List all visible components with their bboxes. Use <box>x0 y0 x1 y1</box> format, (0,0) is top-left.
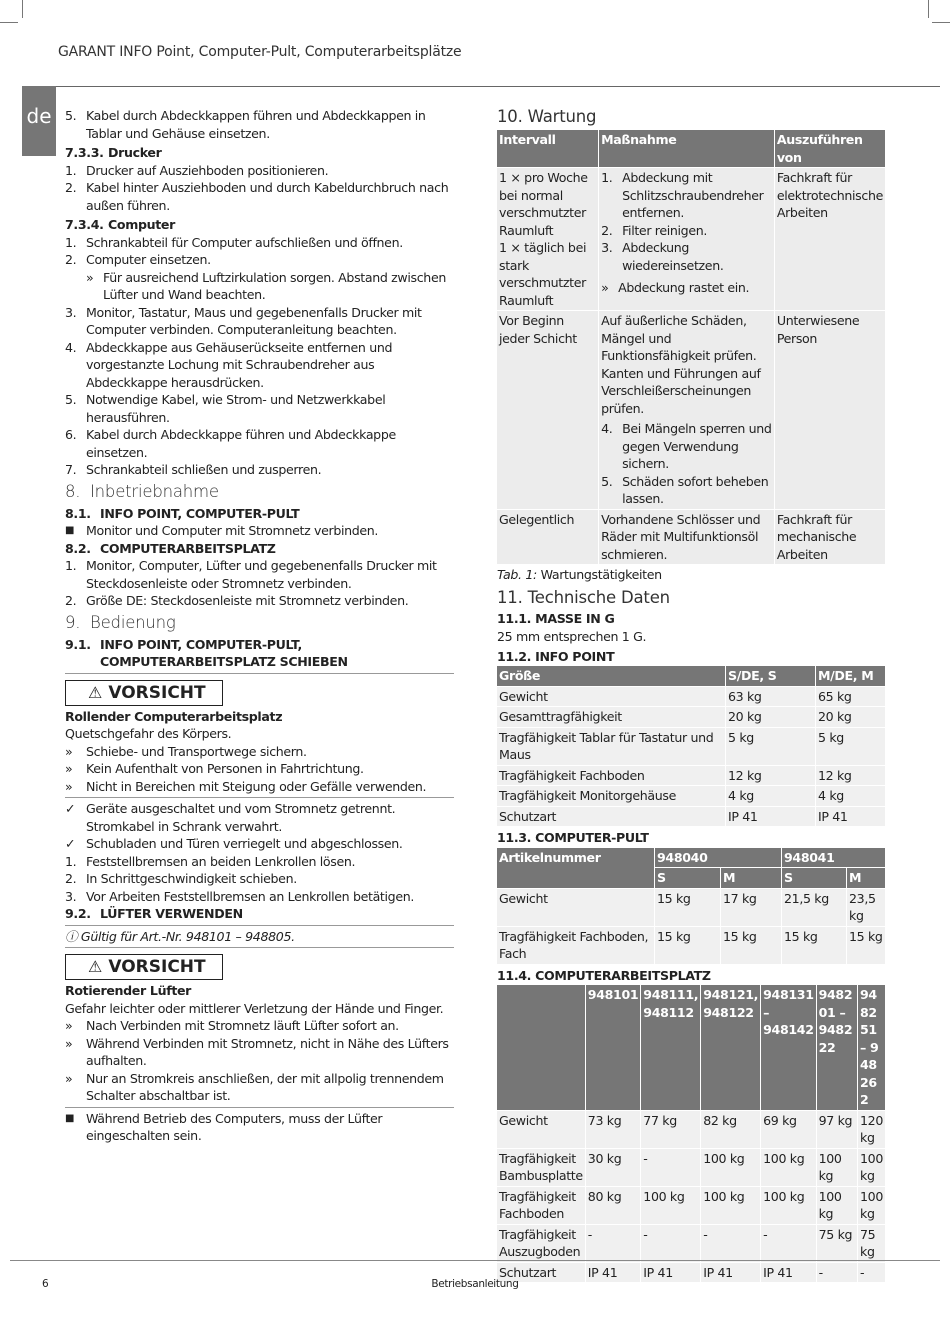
info-point-table <box>496 665 886 827</box>
table-header: 948251 – 948262 <box>858 985 885 1110</box>
table-header: 948040 <box>655 848 781 868</box>
check-icon: ✓ <box>65 836 76 851</box>
language-tab: de <box>22 86 56 156</box>
right-column <box>497 107 885 1283</box>
table-row: Gesamttragfähigkeit 20 kg 20 kg <box>497 707 885 727</box>
section-heading-8: 8. Inbetriebnahme <box>65 481 219 501</box>
table-header: M/DE, M <box>816 666 885 686</box>
crop-mark <box>928 0 929 18</box>
section-heading-9: 9. Bedienung <box>65 612 176 632</box>
divider <box>65 1107 454 1108</box>
section-heading-11-2: 11.2. INFO POINT <box>497 648 615 664</box>
list-item: » Nach Verbinden mit Stromnetz läuft Lüfter sofort an. <box>65 1018 399 1033</box>
caution-label: ⚠ VORSICHT <box>65 680 223 706</box>
list-item: ✓ Geräte ausgeschaltet und vom Stromnetz getrennt. Stromkabel in Schrank verwahrt. <box>65 801 396 834</box>
table-header: Maßnahme <box>599 130 774 167</box>
table-header: 948111, 948112 <box>641 985 700 1110</box>
section-heading-8-2: 8.2. COMPUTERARBEITSPLATZ <box>65 540 276 556</box>
section-heading-11-1: 11.1. MASSE IN G <box>497 610 615 626</box>
list-item: 2. Kabel hinter Ausziehboden und durch Kabeldurchbruch nach außen führen. <box>65 180 449 213</box>
table-row: Gelegentlich Vorhandene Schlösser und Räder mit Multifunktionsöl schmieren. Fachkraft für mechanische Arbeiten <box>497 510 885 565</box>
table-header: M <box>847 868 885 888</box>
table-row: Gewicht 73 kg 77 kg 82 kg 69 kg 97 kg 120 kg <box>497 1111 885 1148</box>
divider <box>65 797 454 798</box>
crop-mark <box>22 0 23 18</box>
info-icon: ⓘ <box>65 928 78 944</box>
list-item: 1. Drucker auf Ausziehboden positionieren. <box>65 162 329 178</box>
warning-title: Rotierender Lüfter <box>65 983 192 998</box>
table-row: Tragfähigkeit Monitorgehäuse 4 kg 4 kg <box>497 786 885 806</box>
table-row: Gewicht 15 kg 17 kg 21,5 kg 23,5 kg <box>497 889 885 926</box>
table-row: Gewicht 63 kg 65 kg <box>497 687 885 707</box>
table-header: 948041 <box>782 848 885 868</box>
list-item: 3. Monitor, Tastatur, Maus und gegebenenfalls Drucker mit Computer verbinden. Computeranleitung beachten. <box>65 304 422 337</box>
table-header: 948131 – 948142 <box>761 985 815 1110</box>
table-row: Tragfähigkeit Fachboden, Fach 15 kg 15 kg 15 kg 15 kg <box>497 927 885 964</box>
computer-pult-table <box>496 847 886 965</box>
section-heading-11-4: 11.4. COMPUTERARBEITSPLATZ <box>497 967 711 983</box>
page-number: 6 <box>42 1278 49 1290</box>
caution-label: ⚠ VORSICHT <box>65 954 223 980</box>
list-item: 3. Vor Arbeiten Feststellbremsen an Lenkrollen betätigen. <box>65 888 414 904</box>
table-row: Vor Beginn jeder Schicht Auf äußerliche Schäden, Mängel und Funktionsfähigkeit prüfen. Kanten und Führungen auf Verschleißerscheinungen prüfen. 4. Bei Mängeln sperren und gegen Verwendung sichern. 5. Schäden sofort beheben lassen. Unterwiesene Person <box>497 311 885 509</box>
table-header: Größe <box>497 666 725 686</box>
list-item: 2. Computer einsetzen. <box>65 252 211 267</box>
table-header: Artikelnummer <box>497 848 654 888</box>
list-item: 5. Notwendige Kabel, wie Strom- und Netzwerkkabel herausführen. <box>65 392 386 425</box>
list-item: ■ Während Betrieb des Computers, muss der Lüfter eingeschalten sein. <box>65 1110 383 1143</box>
footer-rule <box>10 1260 940 1261</box>
table-header: S <box>782 868 846 888</box>
table-header: S/DE, S <box>726 666 815 686</box>
table-header <box>497 985 585 1110</box>
table-caption: Tab. 1: Wartungstätigkeiten <box>497 567 662 582</box>
table-header: Auszuführen von <box>775 130 885 167</box>
warning-triangle-icon: ⚠ <box>88 957 103 976</box>
list-item: » Nur an Stromkreis anschließen, der mit allpolig trennendem Schalter abschaltbar ist. <box>65 1070 444 1103</box>
table-header: 948101 <box>586 985 640 1110</box>
list-item: 7. Schrankabteil schließen und zusperren. <box>65 462 322 477</box>
section-heading-9-1: 9.1. INFO POINT, COMPUTER-PULT, COMPUTERARBEITSPLATZ SCHIEBEN <box>65 636 348 669</box>
list-item: » Während Verbinden mit Stromnetz, nicht in Nähe des Lüfters aufhalten. <box>65 1035 449 1068</box>
table-row: Tragfähigkeit Fachboden 12 kg 12 kg <box>497 766 885 786</box>
table-header: 948121, 948122 <box>701 985 760 1110</box>
table-row: Schutzart IP 41 IP 41 IP 41 IP 41 - - <box>497 1263 885 1283</box>
table-row: Tragfähigkeit Tablar für Tastatur und Maus 5 kg 5 kg <box>497 728 885 765</box>
divider <box>65 925 454 926</box>
warning-title: Rollender Computerarbeitsplatz <box>65 708 283 724</box>
section-heading-11: 11. Technische Daten <box>497 587 670 607</box>
section-heading-10: 10. Wartung <box>497 107 597 126</box>
table-row: Tragfähigkeit Fachboden 80 kg 100 kg 100 kg 100 kg 100 kg 100 kg <box>497 1187 885 1224</box>
page-header-title: GARANT INFO Point, Computer-Pult, Computerarbeitsplätze <box>58 44 462 60</box>
table-header: 948201 – 948222 <box>817 985 857 1110</box>
list-item: 1. Monitor, Computer, Lüfter und gegebenenfalls Drucker mit Steckdosenleiste oder Stromnetz verbinden. <box>65 558 437 591</box>
maintenance-table <box>496 129 886 565</box>
header-rule <box>22 86 940 87</box>
footer-title: Betriebsanleitung <box>431 1278 519 1290</box>
validity-note: ⓘ Gültig für Art.-Nr. 948101 – 948805. <box>65 928 295 944</box>
table-row: Tragfähigkeit Auszugboden - - - - 75 kg 75 kg <box>497 1225 885 1262</box>
crop-mark <box>932 22 950 23</box>
divider <box>65 947 454 948</box>
check-icon: ✓ <box>65 801 76 816</box>
list-item: 4. Abdeckkappe aus Gehäuserückseite entfernen und vorgestanzte Lochung mit Schraubendreher aus Abdeckkappe herausdrücken. <box>65 339 393 390</box>
section-heading-9-2: 9.2. LÜFTER VERWENDEN <box>65 906 243 921</box>
list-item: » Nicht in Bereichen mit Steigung oder Gefälle verwenden. <box>65 778 427 794</box>
computerarbeitsplatz-table <box>496 984 886 1283</box>
list-item: 6. Kabel durch Abdeckkappe führen und Abdeckkappe einsetzen. <box>65 427 396 460</box>
crop-mark <box>0 22 18 23</box>
section-heading-11-3: 11.3. COMPUTER-PULT <box>497 830 649 845</box>
list-item: 1. Feststellbremsen an beiden Lenkrollen lösen. <box>65 853 356 869</box>
section-heading-7-3-3: 7.3.3. Drucker <box>65 145 162 160</box>
divider <box>65 673 454 674</box>
list-item: 2. In Schrittgeschwindigkeit schieben. <box>65 871 297 886</box>
section-heading-8-1: 8.1. INFO POINT, COMPUTER-PULT <box>65 505 300 521</box>
list-item: 1. Schrankabteil für Computer aufschließen und öffnen. <box>65 234 403 250</box>
table-row: Tragfähigkeit Bambusplatte 30 kg - 100 kg 100 kg 100 kg 100 kg <box>497 1149 885 1186</box>
list-item: ✓ Schubladen und Türen verriegelt und abgeschlossen. <box>65 836 403 851</box>
table-header: M <box>721 868 781 888</box>
table-header: S <box>655 868 720 888</box>
warning-description: Gefahr leichter oder mittlerer Verletzung der Hände und Finger. <box>65 1000 444 1016</box>
list-subitem: » Für ausreichend Luftzirkulation sorgen. Abstand zwischen Lüfter und Wand beachten. <box>86 269 446 302</box>
scale-note: 25 mm entsprechen 1 G. <box>497 629 647 644</box>
left-column <box>65 107 454 1145</box>
list-item: » Kein Aufenthalt von Personen in Fahrtrichtung. <box>65 761 364 776</box>
section-heading-7-3-4: 7.3.4. Computer <box>65 217 175 232</box>
list-item: 2. Größe DE: Steckdosenleiste mit Stromnetz verbinden. <box>65 593 409 608</box>
list-item: 5. Kabel durch Abdeckkappen führen und Abdeckkappen in Tablar und Gehäuse einsetzen. <box>65 108 426 141</box>
list-item: ■ Monitor und Computer mit Stromnetz verbinden. <box>65 523 379 538</box>
warning-triangle-icon: ⚠ <box>88 682 103 702</box>
warning-description: Quetschgefahr des Körpers. <box>65 726 232 741</box>
table-row: Schutzart IP 41 IP 41 <box>497 807 885 827</box>
list-item: » Schiebe- und Transportwege sichern. <box>65 743 307 759</box>
table-row: 1 × pro Woche bei normal verschmutzter Raumluft 1 × täglich bei stark verschmutzter Raumluft 1. Abdeckung mit Schlitzschraubendreher entfernen. 2. Filter reinigen. 3. Abdeckung wiedereinsetzen. » Abdeckung rastet ein. Fachkraft für elektrotechnische Arbeiten <box>497 168 885 310</box>
table-header: Intervall <box>497 130 598 167</box>
